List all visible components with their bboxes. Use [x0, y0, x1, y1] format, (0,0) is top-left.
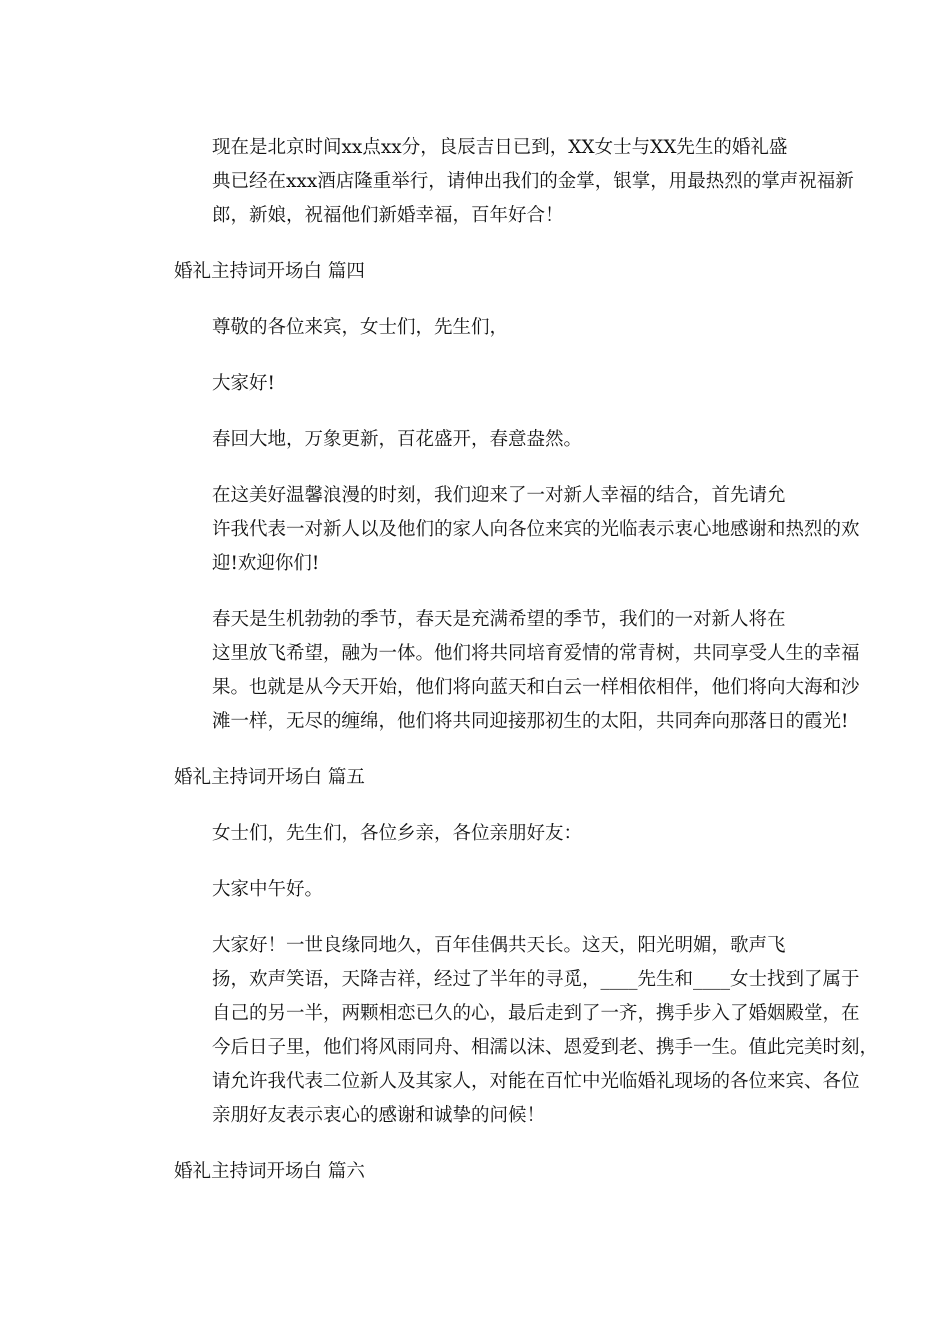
text-line: 迎!欢迎你们!	[212, 553, 320, 574]
section-heading-5: 婚礼主持词开场白 篇五	[174, 767, 365, 788]
text-line: 今后日子里，他们将风雨同舟、相濡以沫、恩爱到老、携手一生。值此完美时刻，	[212, 1037, 879, 1058]
text-line: 这里放飞希望，融为一体。他们将共同培育爱情的常青树，共同享受人生的幸福	[212, 643, 860, 664]
paragraph-spring	[174, 423, 810, 457]
text-line: 大家中午好。	[212, 879, 324, 900]
text-line: 尊敬的各位来宾，女士们，先生们，	[212, 317, 509, 338]
text-line: 扬，欢声笑语，天降吉祥，经过了半年的寻觅，____先生和____女士找到了属于	[212, 969, 860, 990]
paragraph-hello	[174, 367, 810, 401]
text-line: 自己的另一半，两颗相恋已久的心，最后走到了一齐，携手步入了婚姻殿堂，在	[212, 1003, 860, 1024]
paragraph-blessing	[174, 603, 860, 739]
text-line: 郎，新娘，祝福他们新婚幸福，百年好合！	[212, 205, 564, 226]
text-line: 春天是生机勃勃的季节，春天是充满希望的季节，我们的一对新人将在	[212, 609, 786, 630]
text-line: 滩一样，无尽的缠绵，他们将共同迎接那初生的太阳，共同奔向那落日的霞光!	[212, 711, 849, 732]
section-heading-4: 婚礼主持词开场白 篇四	[174, 261, 365, 282]
text-line: 现在是北京时间xx点xx分，良辰吉日已到，XX女士与XX先生的婚礼盛	[212, 137, 788, 158]
text-line: 女士们，先生们，各位乡亲，各位亲朋好友：	[212, 823, 583, 844]
paragraph-ceremony	[174, 929, 879, 1133]
paragraph-greeting	[174, 311, 810, 345]
paragraph-opening-announcement	[174, 131, 854, 233]
text-line: 许我代表一对新人以及他们的家人向各位来宾的光临表示衷心地感谢和热烈的欢	[212, 519, 860, 540]
paragraph-good-noon	[174, 873, 810, 907]
text-line: 典已经在xxx酒店隆重举行，请伸出我们的金掌，银掌，用最热烈的掌声祝福新	[212, 171, 854, 192]
text-line: 请允许我代表二位新人及其家人，对能在百忙中光临婚礼现场的各位来宾、各位	[212, 1071, 860, 1092]
text-line: 大家好！一世良缘同地久，百年佳偶共天长。这天，阳光明媚，歌声飞	[212, 935, 786, 956]
paragraph-address	[174, 817, 810, 851]
text-line: 大家好!	[212, 373, 275, 394]
text-line: 亲朋好友表示衷心的感谢和诚挚的问候！	[212, 1105, 546, 1126]
section-heading-6: 婚礼主持词开场白 篇六	[174, 1161, 365, 1182]
paragraph-welcome	[174, 479, 860, 581]
text-line: 果。也就是从今天开始，他们将向蓝天和白云一样相依相伴，他们将向大海和沙	[212, 677, 860, 698]
text-line: 在这美好温馨浪漫的时刻，我们迎来了一对新人幸福的结合，首先请允	[212, 485, 786, 506]
text-line: 春回大地，万象更新，百花盛开，春意盎然。	[212, 429, 583, 450]
document-body	[174, 131, 879, 1211]
